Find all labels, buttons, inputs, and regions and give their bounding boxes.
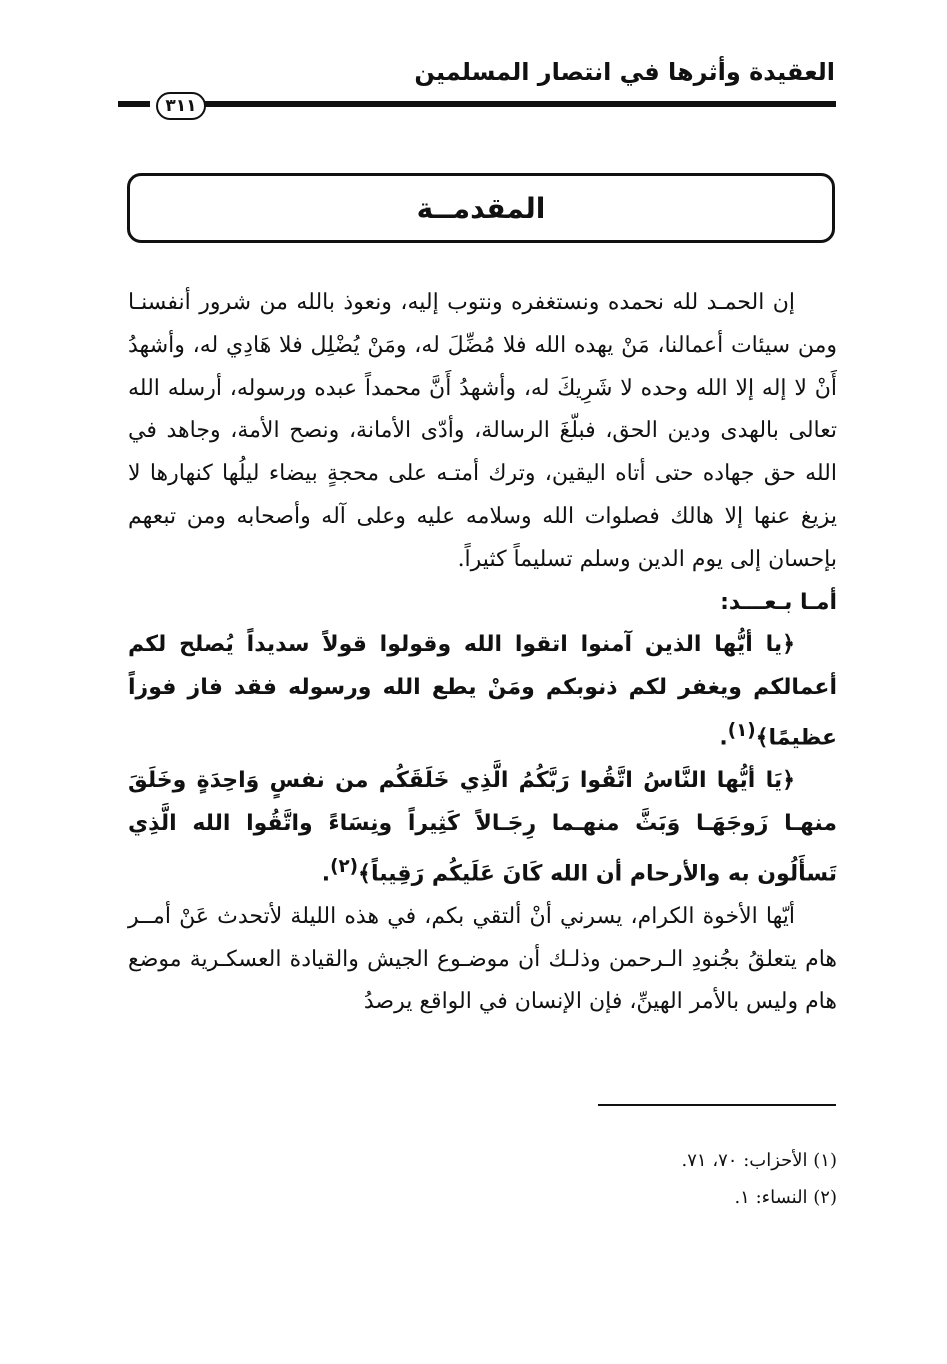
footnote-1: (١) الأحزاب: ٧٠، ٧١.	[681, 1150, 837, 1171]
amma-baad-heading: أمـا بـعـــد:	[720, 589, 837, 615]
closing-paragraph: أيّها الأخوة الكرام، يسرني أنْ ألتقي بكم، في هذه الليلة لأتحدث عَنْ أمــر هام يتعلقُ بجُنودِ الـرحمن وذلـك أن موضـوع الجيش والقيادة العسكـرية موضع هام وليس بالأمر الهينِّ، فإن الإنسان في الواقع يرصدُ	[128, 903, 837, 1015]
page-number: ٣١١	[156, 92, 206, 120]
verse-paragraph-1: ﴿يا أيُّها الذين آمنوا اتقوا الله وقولوا قولاً سديداً يُصلح لكم أعمالكم ويغفر لكم ذنوبكم ومَنْ يطع الله ورسوله فقد فاز فوزاً عظيمًا﴾$^{(١)}$.	[128, 632, 837, 751]
footnote-separator	[598, 1104, 836, 1106]
header-rule-right	[204, 101, 836, 107]
footnote-ref-2: (٢)	[330, 855, 359, 877]
verse-text-1: ﴿يا أيُّها الذين آمنوا اتقوا الله وقولوا قولاً سديداً يُصلح لكم أعمالكم ويغفر لكم ذنوبكم ومَنْ يطع الله ورسوله فقد فاز فوزاً عظيمًا﴾	[128, 632, 837, 751]
header-rule	[118, 92, 836, 118]
running-header-title: العقيدة وأثرها في انتصار المسلمين	[414, 58, 835, 86]
footnote-ref-1: (١)	[727, 719, 756, 741]
intro-paragraph: إن الحمـد لله نحمده ونستغفره ونتوب إليه، ونعوذ بالله من شرور أنفسنـا ومن سيئات أعمالنا، مَنْ يهده الله فلا مُضِّلَ له، ومَنْ يُضْلِل فلا هَادِي له، وأشهدُ أَنْ لا إله إلا الله وحده لا شَرِيكَ له، وأشهدُ أَنَّ محمداً عبده ورسوله، أرسله الله تعالى بالهدى ودين الحق، فبلّغَ الرسالة، وأدّى الأمانة، ونصح الأمة، وجاهد في الله حق جهاده حتى أتاه اليقين، وترك أمتـه على محجةٍ بيضاء ليلُها كنهارها لا يزيغ عنها إلا هالك فصلوات الله وسلامه عليه وعلى آله وأصحابه ومن تبعهم بإحسان إلى يوم الدين وسلم تسليماً كثيراً.	[128, 290, 837, 572]
section-title-box	[127, 173, 835, 243]
verse-paragraph-2: ﴿يَا أيُّها النَّاسُ اتَّقُوا رَبَّكُمُ الَّذِي خَلَقَكُم من نفسٍ وَاحِدَةٍ وخَلَقَ منهـا زَوجَهَـا وَبَثَّ منهـما رِجَـالاً كَثِيراً ونِسَاءً واتَّقُوا الله الَّذِي تَسأَلُون به والأرحام أن الله كَانَ عَلَيكُم رَقِيباً﴾$^{(٢)}$.	[128, 768, 837, 887]
verse-text-2: ﴿يَا أيُّها النَّاسُ اتَّقُوا رَبَّكُمُ الَّذِي خَلَقَكُم من نفسٍ وَاحِدَةٍ وخَلَقَ منهـا زَوجَهَـا وَبَثَّ منهـما رِجَـالاً كَثِيراً ونِسَاءً واتَّقُوا الله الَّذِي تَسأَلُون به والأرحام أن الله كَانَ عَلَيكُم رَقِيباً﴾	[128, 768, 837, 887]
section-title: المقدمــة	[416, 191, 546, 225]
footnote-2: (٢) النساء: ١.	[734, 1187, 837, 1208]
footnotes	[437, 1142, 837, 1216]
header-rule-left	[118, 101, 150, 107]
body-text	[128, 282, 837, 1024]
